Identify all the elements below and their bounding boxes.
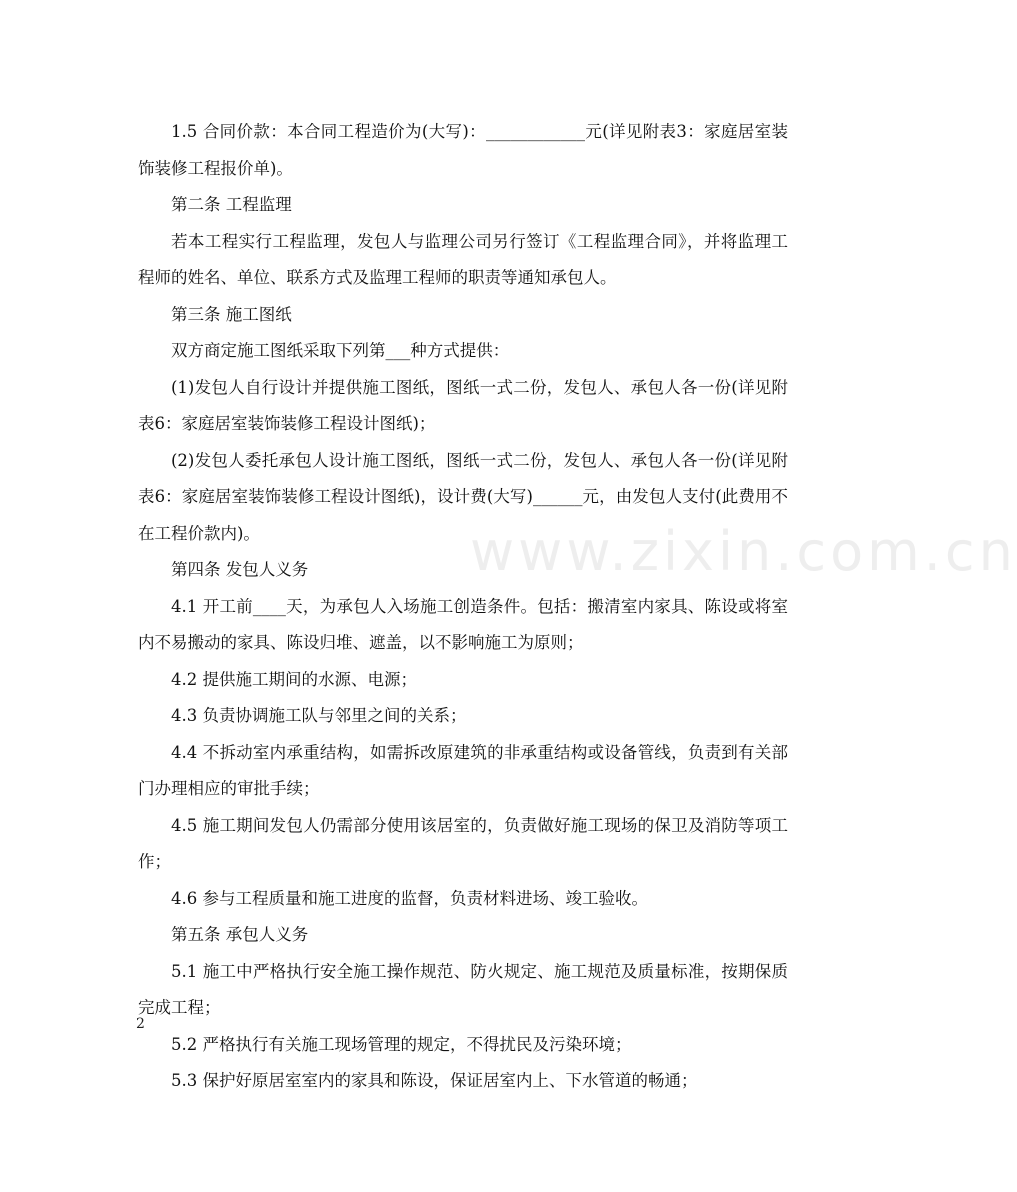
clause-5-3: 5.3 保护好原居室室内的家具和陈设，保证居室内上、下水管道的畅通；: [171, 1071, 698, 1090]
clause-5-1: 5.1 施工中严格执行安全施工操作规范、防火规定、施工规范及质量标准，按期保质完成工程；: [138, 961, 788, 1017]
article-2-heading: 第二条 工程监理: [171, 195, 292, 214]
clause-4-6: 4.6 参与工程质量和施工进度的监督，负责材料进场、竣工验收。: [171, 888, 648, 908]
clause-4-2: 4.2 提供施工期间的水源、电源；: [171, 669, 417, 689]
clause-4-4: 4.4 不拆动室内承重结构，如需拆改原建筑的非承重结构或设备管线，负责到有关部门办理相应的审批手续；: [138, 742, 788, 798]
article-3-intro: 双方商定施工图纸采取下列第___种方式提供：: [171, 341, 510, 360]
watermark: www.zixin.com.cn: [470, 520, 1017, 583]
article-4-heading: 第四条 发包人义务: [171, 560, 309, 579]
page-number: 2: [136, 1016, 145, 1032]
article-5-heading: 第五条 承包人义务: [171, 925, 309, 944]
clause-5-2: 5.2 严格执行有关施工现场管理的规定，不得扰民及污染环境；: [171, 1034, 632, 1054]
article-3-option-1: (1)发包人自行设计并提供施工图纸，图纸一式二份，发包人、承包人各一份(详见附表6：家庭居室装饰装修工程设计图纸)；: [138, 377, 788, 433]
clause-1-5-contract-price: 1.5 合同价款：本合同工程造价为(大写)：____________元(详见附表3：家庭居室装饰装修工程报价单)。: [138, 122, 788, 178]
article-3-option-2: (2)发包人委托承包人设计施工图纸，图纸一式二份，发包人、承包人各一份(详见附表6：家庭居室装饰装修工程设计图纸)，设计费(大写)______元，由发包人支付(此费用不在工程价款内)。: [138, 450, 788, 543]
article-3-heading: 第三条 施工图纸: [171, 304, 292, 324]
clause-4-3: 4.3 负责协调施工队与邻里之间的关系；: [171, 706, 467, 725]
clause-4-5: 4.5 施工期间发包人仍需部分使用该居室的，负责做好施工现场的保卫及消防等项工作；: [138, 815, 788, 871]
document-body: [138, 114, 788, 1100]
clause-4-1: 4.1 开工前____天，为承包人入场施工创造条件。包括：搬清室内家具、陈设或将室内不易搬动的家具、陈设归堆、遮盖，以不影响施工为原则；: [138, 596, 788, 652]
article-2-paragraph: 若本工程实行工程监理，发包人与监理公司另行签订《工程监理合同》，并将监理工程师的姓名、单位、联系方式及监理工程师的职责等通知承包人。: [138, 231, 788, 287]
